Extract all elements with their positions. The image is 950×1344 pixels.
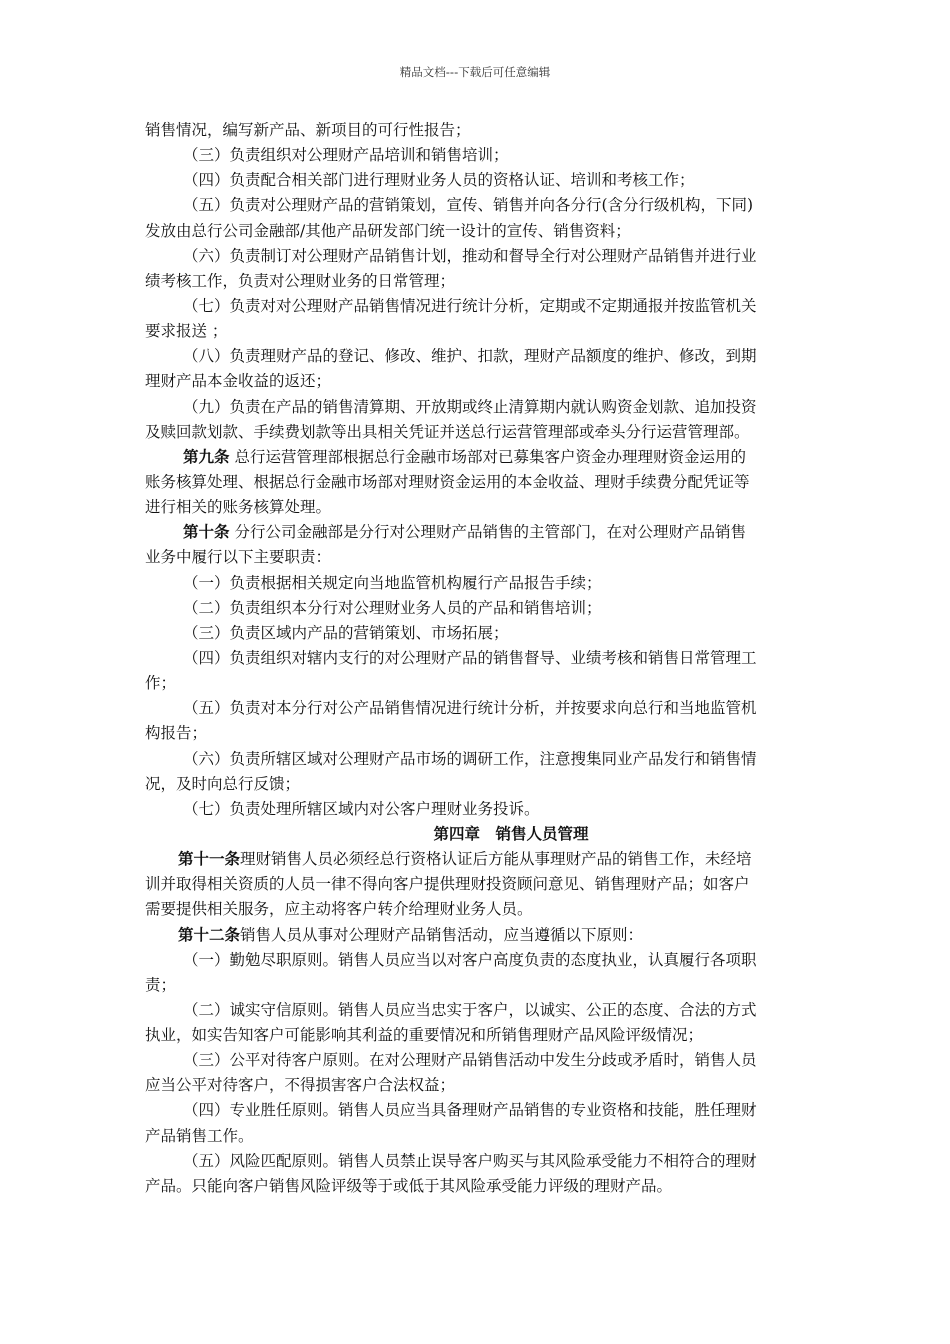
list-item: （四）负责组织对辖内支行的对公理财产品的销售督导、业绩考核和销售日常管理工 xyxy=(183,648,757,667)
list-item: （二）负责组织本分行对公理财业务人员的产品和销售培训； xyxy=(183,598,602,617)
text-line: 绩考核工作，负责对公理财业务的日常管理； xyxy=(145,271,456,290)
list-item: （一）勤勉尽职原则。销售人员应当以对客户高度负责的态度执业，认真履行各项职 xyxy=(183,950,757,969)
text-line: 理财产品本金收益的返还； xyxy=(145,372,332,391)
article-label: 第九条 xyxy=(183,447,230,466)
article-10: 第十条 分行公司金融部是分行对公理财产品销售的主管部门，在对公理财产品销售 xyxy=(183,523,746,542)
chapter-title: 第四章 销售人员管理 xyxy=(433,824,589,843)
text-line: 进行相关的账务核算处理。 xyxy=(145,498,332,517)
list-item: （三）负责区域内产品的营销策划、市场拓展； xyxy=(183,623,509,642)
list-item: （五）负责对本分行对公产品销售情况进行统计分析，并按要求向总行和当地监管机 xyxy=(183,699,757,718)
text-line: 销售情况，编写新产品、新项目的可行性报告； xyxy=(145,121,471,139)
article-12: 第十二条销售人员从事对公理财产品销售活动，应当遵循以下原则： xyxy=(178,925,644,944)
article-label: 第十条 xyxy=(183,523,230,542)
list-item: （六）负责所辖区域对公理财产品市场的调研工作，注意搜集同业产品发行和销售情 xyxy=(183,749,757,768)
page-header: 精品文档---下载后可任意编辑 xyxy=(399,65,551,79)
list-item: （四）专业胜任原则。销售人员应当具备理财产品销售的专业资格和技能，胜任理财 xyxy=(183,1101,757,1120)
text-line: 产品。只能向客户销售风险评级等于或低于其风险承受能力评级的理财产品。 xyxy=(145,1176,673,1195)
text-line: 账务核算处理、根据总行金融市场部对理财资金运用的本金收益、理财手续费分配凭证等 xyxy=(145,472,750,491)
article-9: 第九条 总行运营管理部根据总行金融市场部对已募集客户资金办理理财资金运用的 xyxy=(183,447,746,466)
list-item: （二）诚实守信原则。销售人员应当忠实于客户，以诚实、公正的态度、合法的方式 xyxy=(183,1000,757,1019)
text-line: 应当公平对待客户，不得损害客户合法权益； xyxy=(145,1076,456,1095)
text-line: 构报告； xyxy=(145,724,208,743)
article-label: 第十二条 xyxy=(178,925,241,944)
list-item: （七）负责对对公理财产品销售情况进行统计分析，定期或不定期通报并按监管机关 xyxy=(183,296,757,315)
text-line: 况，及时向总行反馈； xyxy=(145,774,301,793)
list-item: （五）风险匹配原则。销售人员禁止误导客户购买与其风险承受能力不相符合的理财 xyxy=(183,1151,757,1170)
article-11: 第十一条理财销售人员必须经总行资格认证后方能从事理财产品的销售工作，未经培 xyxy=(178,850,752,869)
list-item: （四）负责配合相关部门进行理财业务人员的资格认证、培训和考核工作； xyxy=(183,171,695,190)
list-item: （一）负责根据相关规定向当地监管机构履行产品报告手续； xyxy=(183,573,602,592)
article-label: 第十一条 xyxy=(178,850,241,869)
text-line: 业务中履行以下主要职责： xyxy=(145,548,332,567)
text-line: 产品销售工作。 xyxy=(145,1126,254,1145)
text-line: 作； xyxy=(145,674,177,693)
text-line: 发放由总行公司金融部/其他产品研发部门统一设计的宣传、销售资料； xyxy=(145,221,631,240)
text-line: 责； xyxy=(145,975,177,994)
list-item: （五）负责对公理财产品的营销策划，宣传、销售并向各分行(含分行级机构，下同) xyxy=(183,196,754,215)
list-item: （三）公平对待客户原则。在对公理财产品销售活动中发生分歧或矛盾时，销售人员 xyxy=(183,1051,757,1070)
text-line: 要求报送 ； xyxy=(145,322,228,341)
list-item: （七）负责处理所辖区域内对公客户理财业务投诉。 xyxy=(183,799,540,818)
document-body xyxy=(145,118,807,1199)
list-item: （九）负责在产品的销售清算期、开放期或终止清算期内就认购资金划款、追加投资 xyxy=(183,397,757,416)
text-line: 训并取得相关资质的人员一律不得向客户提供理财投资顾问意见、销售理财产品；如客户 xyxy=(145,875,750,894)
text-line: 及赎回款划款、手续费划款等出具相关凭证并送总行运营管理部或牵头分行运营管理部。 xyxy=(145,422,750,441)
text-line: 需要提供相关服务，应主动将客户转介给理财业务人员。 xyxy=(145,900,533,919)
list-item: （八）负责理财产品的登记、修改、维护、扣款，理财产品额度的维护、修改，到期 xyxy=(183,347,757,366)
text-line: 执业，如实告知客户可能影响其利益的重要情况和所销售理财产品风险评级情况； xyxy=(145,1026,704,1045)
list-item: （三）负责组织对公理财产品培训和销售培训； xyxy=(183,146,509,165)
list-item: （六）负责制订对公理财产品销售计划，推动和督导全行对公理财产品销售并进行业 xyxy=(183,246,757,265)
